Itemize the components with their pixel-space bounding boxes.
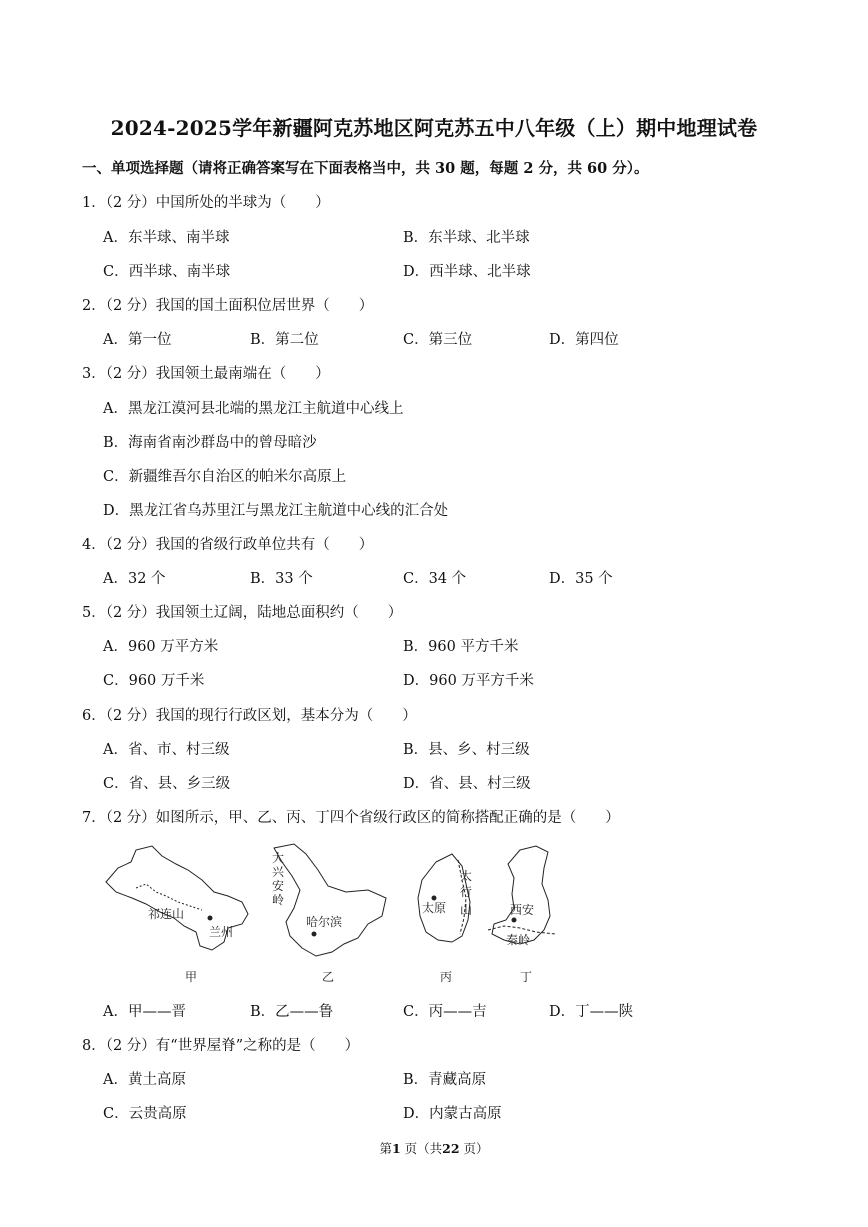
question-7-stem: 7．（2 分）如图所示，甲、乙、丙、丁四个省级行政区的简称搭配正确的是（ ） (82, 810, 620, 826)
question-1-option-b[interactable]: B．东半球、北半球 (403, 230, 530, 246)
footer-page-number: 1 (391, 1141, 401, 1156)
question-5-stem: 5．（2 分）我国领土辽阔，陆地总面积约（ ） (82, 605, 403, 621)
question-3-option-b[interactable]: B．海南省南沙群岛中的曾母暗沙 (103, 435, 317, 451)
map-yi-label-ling: 岭 (272, 893, 285, 907)
map-yi-caption: 乙 (322, 970, 335, 984)
question-8-option-b[interactable]: B．青藏高原 (403, 1072, 487, 1088)
question-4-option-b[interactable]: B．33 个 (250, 571, 313, 587)
question-6-option-d[interactable]: D．省、县、村三级 (403, 776, 531, 792)
question-6-option-b[interactable]: B．县、乡、村三级 (403, 742, 530, 758)
map-bing-label-hang: 行 (460, 885, 473, 899)
question-2-option-d[interactable]: D．第四位 (549, 332, 619, 348)
question-7-option-c[interactable]: C．丙——吉 (403, 1004, 487, 1020)
section-heading: 一、单项选择题（请将正确答案写在下面表格当中，共 30 题，每题 2 分，共 60 分）。 (82, 160, 649, 177)
question-4-stem: 4．（2 分）我国的省级行政单位共有（ ） (82, 537, 374, 553)
question-7-option-a[interactable]: A．甲——晋 (103, 1004, 186, 1020)
question-7-option-d[interactable]: D．丁——陕 (549, 1004, 634, 1020)
map-ding-label-qinling: 秦岭 (506, 933, 531, 947)
map-jia (106, 846, 248, 984)
question-4-option-c[interactable]: C．34 个 (403, 571, 467, 587)
question-8-option-c[interactable]: C．云贵高原 (103, 1106, 187, 1122)
map-bing-label-tai: 太 (460, 869, 473, 883)
map-yi-label-haerbin: 哈尔滨 (306, 915, 343, 929)
page-footer (0, 1139, 868, 1157)
question-2-option-b[interactable]: B．第二位 (250, 332, 319, 348)
map-jia-label-qilianshan: 祁连山 (148, 907, 185, 921)
question-4-option-d[interactable]: D．35 个 (549, 571, 613, 587)
question-1-stem: 1．（2 分）中国所处的半球为（ ） (82, 195, 330, 211)
map-jia-label-lanzhou: 兰州 (209, 925, 234, 939)
question-8-option-d[interactable]: D．内蒙古高原 (403, 1106, 502, 1122)
question-4-option-a[interactable]: A．32 个 (103, 571, 166, 587)
question-5-option-a[interactable]: A．960 万平方米 (103, 639, 219, 655)
map-bing (418, 854, 472, 984)
question-6-option-c[interactable]: C．省、县、乡三级 (103, 776, 231, 792)
map-bing-caption: 丙 (440, 970, 453, 984)
question-3-option-c[interactable]: C．新疆维吾尔自治区的帕米尔高原上 (103, 469, 347, 485)
question-1-option-a[interactable]: A．东半球、南半球 (103, 230, 230, 246)
question-8-stem: 8．（2 分）有“世界屋脊”之称的是（ ） (82, 1038, 360, 1054)
question-7-option-b[interactable]: B．乙——鲁 (250, 1004, 334, 1020)
question-2-option-a[interactable]: A．第一位 (103, 332, 172, 348)
question-2-stem: 2．（2 分）我国的国土面积位居世界（ ） (82, 298, 374, 314)
question-1-option-c[interactable]: C．西半球、南半球 (103, 264, 231, 280)
question-8-option-a[interactable]: A．黄土高原 (103, 1072, 186, 1088)
question-6-option-a[interactable]: A．省、市、村三级 (103, 742, 230, 758)
footer-suffix: 页） (459, 1141, 489, 1156)
map-ding-label-xian: 西安 (510, 903, 535, 917)
question-5-option-d[interactable]: D．960 万平方千米 (403, 673, 534, 689)
footer-total-pages: 22 (442, 1141, 460, 1156)
map-jia-caption: 甲 (185, 970, 198, 984)
map-ding-caption: 丁 (520, 970, 533, 984)
question-5-option-b[interactable]: B．960 平方千米 (403, 639, 519, 655)
question-2-option-c[interactable]: C．第三位 (403, 332, 473, 348)
map-bing-label-taiyuan: 太原 (422, 901, 447, 915)
map-bing-label-shan: 山 (460, 903, 473, 917)
question-6-stem: 6．（2 分）我国的现行行政区划，基本分为（ ） (82, 708, 417, 724)
footer-prefix: 第 (379, 1141, 392, 1156)
map-yi-label-xing: 兴 (272, 865, 285, 879)
question-3-stem: 3．（2 分）我国领土最南端在（ ） (82, 366, 330, 382)
map-yi (272, 844, 386, 984)
map-yi-label-da: 大 (272, 851, 285, 865)
question-3-option-a[interactable]: A．黑龙江漠河县北端的黑龙江主航道中心线上 (103, 401, 404, 417)
province-maps-figure (96, 840, 576, 990)
map-yi-label-an: 安 (272, 879, 285, 893)
question-5-option-c[interactable]: C．960 万千米 (103, 673, 205, 689)
footer-middle: 页（共 (400, 1141, 443, 1156)
map-ding (488, 846, 556, 984)
question-3-option-d[interactable]: D．黑龙江省乌苏里江与黑龙江主航道中心线的汇合处 (103, 503, 449, 519)
exam-title: 2024-2025学年新疆阿克苏地区阿克苏五中八年级（上）期中地理试卷 (110, 116, 758, 140)
question-1-option-d[interactable]: D．西半球、北半球 (403, 264, 531, 280)
